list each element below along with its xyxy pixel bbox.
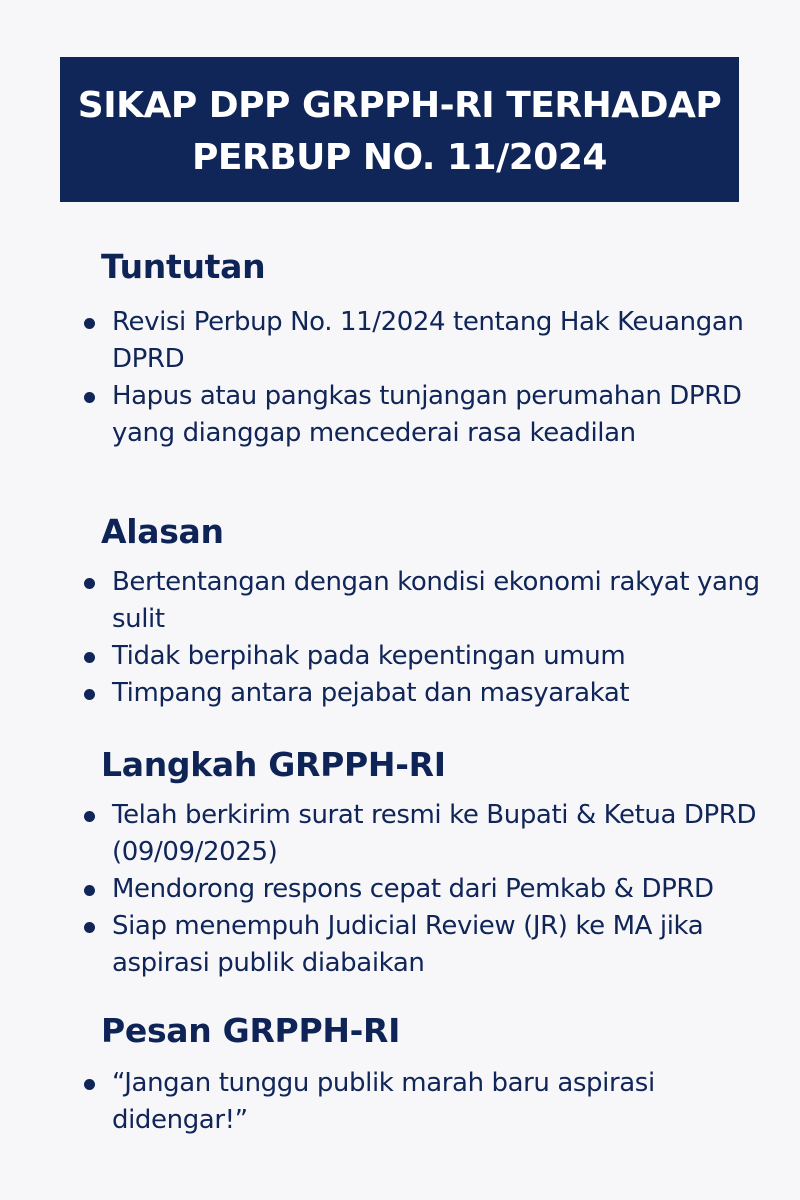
list-item: [0, 378, 800, 452]
bullet-icon: [84, 578, 95, 589]
list-item: [0, 675, 800, 712]
title-banner: [60, 57, 739, 202]
list-item-text: “Jangan tunggu publik marah baru aspirasi didengar!”: [112, 1068, 655, 1135]
langkah-list: [0, 797, 800, 982]
list-item-text: Hapus atau pangkas tunjangan perumahan DPRD yang dianggap mencederai rasa keadilan: [112, 381, 742, 448]
list-item: [0, 797, 800, 871]
bullet-icon: [84, 922, 95, 933]
list-item-text: Bertentangan dengan kondisi ekonomi rakyat yang sulit: [112, 567, 760, 634]
section-heading-langkah: Langkah GRPPH-RI: [101, 745, 446, 784]
title-line-1: SIKAP DPP GRPPH-RI TERHADAP: [77, 84, 722, 126]
bullet-icon: [84, 1079, 95, 1090]
section-heading-tuntutan: Tuntutan: [101, 247, 266, 286]
list-item: [0, 908, 800, 982]
list-item-text: Tidak berpihak pada kepentingan umum: [112, 641, 626, 671]
pesan-list: [0, 1065, 800, 1139]
list-item: [0, 564, 800, 638]
title-line-2: PERBUP NO. 11/2024: [192, 136, 607, 178]
tuntutan-list: [0, 304, 800, 452]
bullet-icon: [84, 392, 95, 403]
list-item-text: Revisi Perbup No. 11/2024 tentang Hak Keuangan DPRD: [112, 307, 744, 374]
list-item-text: Siap menempuh Judicial Review (JR) ke MA jika aspirasi publik diabaikan: [112, 911, 704, 978]
bullet-icon: [84, 689, 95, 700]
bullet-icon: [84, 318, 95, 329]
section-heading-pesan: Pesan GRPPH-RI: [101, 1011, 401, 1050]
bullet-icon: [84, 811, 95, 822]
bullet-icon: [84, 652, 95, 663]
list-item-text: Telah berkirim surat resmi ke Bupati & Ketua DPRD (09/09/2025): [112, 800, 757, 867]
list-item: [0, 638, 800, 675]
section-heading-alasan: Alasan: [101, 512, 224, 551]
list-item: [0, 871, 800, 908]
list-item: [0, 1065, 800, 1139]
alasan-list: [0, 564, 800, 712]
bullet-icon: [84, 885, 95, 896]
list-item-text: Mendorong respons cepat dari Pemkab & DPRD: [112, 874, 714, 904]
list-item: [0, 304, 800, 378]
list-item-text: Timpang antara pejabat dan masyarakat: [112, 678, 630, 708]
